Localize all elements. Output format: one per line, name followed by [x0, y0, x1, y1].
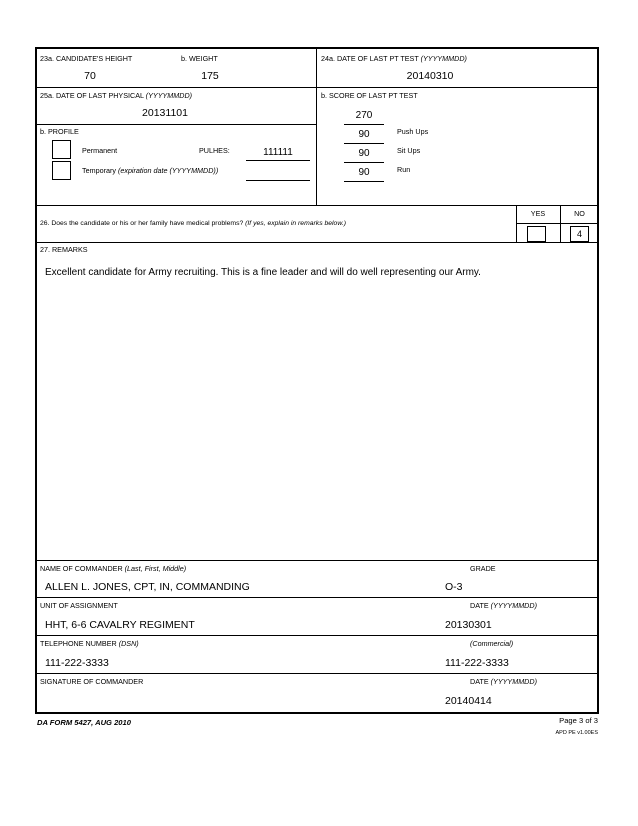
- commander-name-value[interactable]: ALLEN L. JONES, CPT, IN, COMMANDING: [45, 581, 250, 593]
- temporary-checkbox[interactable]: [52, 161, 71, 180]
- run-label: Run: [397, 165, 411, 174]
- score-underline: [344, 124, 384, 125]
- last-pt-test-label-text: 24a. DATE OF LAST PT TEST: [321, 54, 419, 63]
- pulhes-label: PULHES:: [199, 146, 230, 155]
- commander-name-hint: (Last, First, Middle): [124, 564, 187, 573]
- form-id: DA FORM 5427, AUG 2010: [37, 718, 131, 727]
- yes-label: YES: [530, 209, 546, 218]
- permanent-label: Permanent: [82, 146, 118, 155]
- last-pt-test-format: (YYYYMMDD): [420, 54, 467, 63]
- medical-question: [40, 221, 346, 228]
- unit-date-hint: (YYYYMMDD): [490, 601, 537, 610]
- pulhes-underline: [246, 160, 310, 161]
- sig-date-hint: (YYYYMMDD): [490, 677, 537, 686]
- situps-label: Sit Ups: [397, 146, 421, 155]
- medical-question-text: 26. Does the candidate or his or her family have medical problems?: [40, 220, 244, 227]
- unit-date-label: [470, 602, 537, 609]
- weight-label: b. WEIGHT: [181, 54, 218, 63]
- grade-value[interactable]: O-3: [445, 581, 463, 593]
- row-divider: [35, 560, 599, 561]
- version-label: APD PE v1.00ES: [555, 730, 598, 736]
- remarks-label: 27. REMARKS: [40, 245, 88, 254]
- phone-value[interactable]: 111-222-3333: [45, 657, 109, 669]
- row-divider: [35, 205, 599, 206]
- row-divider: [35, 124, 317, 125]
- column-divider: [316, 47, 317, 206]
- commercial-hint: (Commercial): [470, 639, 514, 648]
- pushups-label: Push Ups: [397, 127, 429, 136]
- yes-checkbox[interactable]: [527, 226, 546, 242]
- row-divider: [35, 673, 599, 674]
- temporary-label: [82, 167, 218, 174]
- unit-date-label-text: DATE: [470, 601, 489, 610]
- row-divider: [35, 242, 599, 243]
- pt-score-total[interactable]: 270: [355, 110, 373, 121]
- pushups-score[interactable]: 90: [358, 129, 370, 140]
- form-frame: [35, 47, 599, 714]
- temporary-date-underline[interactable]: [246, 180, 310, 181]
- row-divider: [35, 635, 599, 636]
- unit-value[interactable]: HHT, 6-6 CAVALRY REGIMENT: [45, 619, 195, 631]
- commander-name-label-text: NAME OF COMMANDER: [40, 564, 123, 573]
- last-pt-test-label: [321, 55, 467, 62]
- phone-label-text: TELEPHONE NUMBER: [40, 639, 117, 648]
- last-physical-label-text: 25a. DATE OF LAST PHYSICAL: [40, 91, 144, 100]
- phone-hint: (DSN): [118, 639, 139, 648]
- height-value[interactable]: 70: [84, 70, 96, 82]
- no-checkbox-value: 4: [576, 229, 582, 239]
- height-label: 23a. CANDIDATE'S HEIGHT: [40, 54, 133, 63]
- situps-score[interactable]: 90: [358, 148, 370, 159]
- sig-date-label: [470, 678, 537, 685]
- run-score[interactable]: 90: [358, 167, 370, 178]
- page-number: Page 3 of 3: [559, 716, 598, 725]
- column-divider: [516, 223, 599, 224]
- weight-value[interactable]: 175: [201, 70, 219, 82]
- permanent-checkbox[interactable]: [52, 140, 71, 159]
- sig-date-label-text: DATE: [470, 677, 489, 686]
- last-physical-value[interactable]: 20131101: [142, 107, 188, 119]
- sig-date-value[interactable]: 20140414: [445, 695, 492, 707]
- temporary-hint: (expiration date (YYYYMMDD)): [117, 166, 219, 175]
- commercial-value[interactable]: 111-222-3333: [445, 657, 509, 669]
- profile-label: b. PROFILE: [40, 127, 79, 136]
- row-divider: [35, 87, 599, 88]
- unit-date-value[interactable]: 20130301: [445, 619, 492, 631]
- score-underline: [344, 162, 384, 163]
- row-divider: [35, 597, 599, 598]
- remarks-text[interactable]: Excellent candidate for Army recruiting. This is a fine leader and will do well representing our Army.: [45, 267, 481, 278]
- no-label: NO: [574, 209, 585, 218]
- grade-label: GRADE: [470, 564, 496, 573]
- last-pt-test-value[interactable]: 20140310: [406, 70, 454, 82]
- medical-hint: (If yes, explain in remarks below.): [245, 220, 347, 227]
- score-underline: [344, 143, 384, 144]
- no-checkbox[interactable]: [570, 226, 589, 242]
- last-physical-format: (YYYYMMDD): [145, 91, 193, 100]
- commander-name-label: [40, 565, 186, 572]
- phone-label: [40, 640, 139, 647]
- score-underline: [344, 181, 384, 182]
- unit-label: UNIT OF ASSIGNMENT: [40, 601, 118, 610]
- pulhes-value[interactable]: 111111: [263, 147, 293, 158]
- signature-label: SIGNATURE OF COMMANDER: [40, 677, 144, 686]
- pt-score-label: b. SCORE OF LAST PT TEST: [321, 91, 418, 100]
- last-physical-label: [40, 92, 192, 99]
- temporary-label-text: Temporary: [82, 166, 116, 175]
